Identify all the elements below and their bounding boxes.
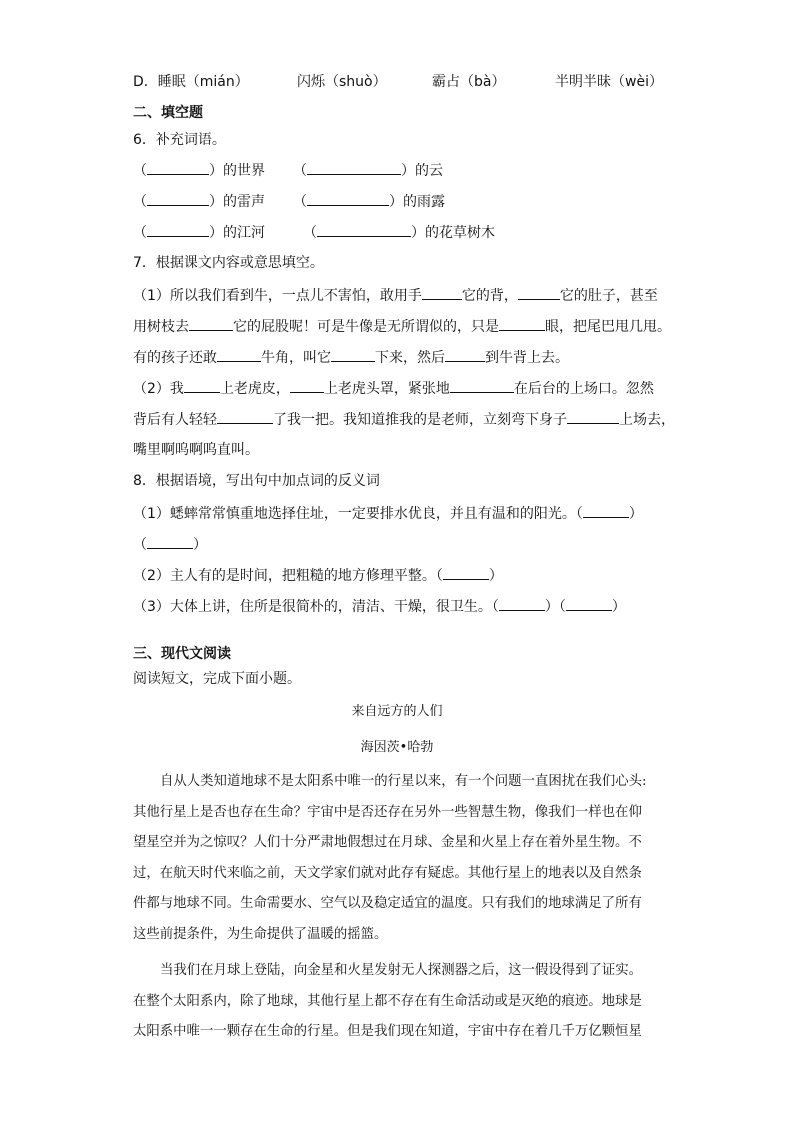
q6-row2-left [133,191,265,212]
answer-blank[interactable] [307,191,389,206]
answer-blank[interactable] [184,378,220,393]
q6-row3-left [133,222,265,243]
answer-blank[interactable] [518,285,560,300]
paragraph-line: 这些前提条件，为生命提供了温暖的摇篮。 [133,926,388,942]
q6-word: ）的世界 [209,163,265,179]
option-word-4: 半明半昧（wèi） [555,74,663,90]
text-segment: （3）大体上讲，住所是很简朴的，清洁、干燥，很卫生。（ [133,599,499,615]
text-segment: 上老虎皮， [219,381,290,397]
text-segment: 用树枝去 [133,319,189,335]
text-segment: 下来，然后 [375,350,445,366]
text-segment: ） [628,506,643,522]
text-segment: （1）蟋蟀常常慎重地选择住址，一定要排水优良，并且有温和的阳光。（ [133,506,583,522]
text-segment: 上老虎头罩，紧张地 [323,381,450,397]
paragraph-line: 过，在航天时代来临之前，天文学家们就对此存有疑虑。其他行星上的地表以及自然条 [133,865,642,881]
text-segment: 它的背， [461,288,518,304]
answer-blank[interactable] [567,409,619,424]
text-segment: 它的肚子，甚至 [559,288,658,304]
answer-blank[interactable] [331,347,375,362]
text-segment: （2）主人有的是时间，把粗糙的地方修理平整。（ [133,568,443,584]
q8-sentence-3 [133,596,626,617]
text-segment: 了我一把。我知道推我的是老师，立刻弯下身子 [273,412,567,428]
answer-blank[interactable] [147,191,209,206]
q7-stem: 7．根据课文内容或意思填空。 [133,255,324,271]
article-paragraph-2 [133,956,668,1048]
q6-word: ）的雷声 [209,194,265,210]
answer-blank[interactable] [566,596,612,611]
answer-blank[interactable] [189,316,233,331]
text-segment: 它的屁股呢！可是牛像是无所谓似的，只是 [233,319,499,335]
text-segment: 牛角，叫它 [261,350,331,366]
q7-p1-line3 [133,347,569,368]
q6-word: ）的云 [401,163,443,179]
text-segment: 背后有人轻轻 [133,412,217,428]
text-segment: ） [193,537,207,553]
paragraph-line: 望星空并为之惊叹？人们十分严肃地假想过在月球、金星和火星上存在着外星生物。不 [133,835,642,851]
paren-open: （ [303,225,317,241]
text-segment: （ [133,537,147,553]
paren-open: （ [293,194,307,210]
text-segment: ） [611,599,626,615]
paragraph-line: 自从人类知道地球不是太阳系中唯一的行星以来，有一个问题一直困扰在我们心头: [160,774,647,789]
paragraph-line: 其他行星上是否也存在生命？宇宙中是否还存在另外一些智慧生物，像我们一样也在仰 [133,804,642,820]
section-title-fill-in: 二、填空题 [133,105,203,121]
text-segment: 眼，把尾巴甩几甩。 [545,319,671,335]
paren-open: （ [133,225,147,241]
article-paragraph-1 [133,767,668,951]
paragraph-line: 太阳系中唯一一颗存在生命的行星。但是我们现在知道，宇宙中存在着几千万亿颗恒星 [133,1024,642,1040]
paragraph-line: 在整个太阳系内，除了地球，其他行星上都不存在有生命活动或是灭绝的痕迹。地球是 [133,993,642,1009]
answer-blank[interactable] [443,565,489,580]
answer-blank[interactable] [445,347,485,362]
q8-sentence-1b [133,534,207,555]
q8-sentence-1 [133,503,643,524]
paragraph-line: 当我们在月球上登陆，向金星和火星发射无人探测器之后，这一假设得到了证实。 [160,963,643,978]
q6-row2-right [293,191,445,212]
answer-blank[interactable] [290,378,324,393]
text-segment: 有的孩子还敢 [133,350,217,366]
answer-blank[interactable] [217,347,261,362]
paren-open: （ [133,163,147,179]
text-segment: ）（ [544,599,566,615]
option-d: D．睡眠（mián） [133,74,249,90]
q7-p2-line1 [133,378,654,399]
text-segment: （2）我 [133,381,184,397]
paragraph-line: 件都与地球不同。生命需要水、空气以及稳定适宜的温度。只有我们的地球满足了所有 [133,896,642,912]
answer-blank[interactable] [217,409,273,424]
text-segment: 在后台的上场口。忽然 [513,381,654,397]
q6-word: ）的江河 [209,225,265,241]
q8-sentence-2 [133,565,503,586]
q8-stem: 8．根据语境，写出句中加点词的反义词 [133,473,380,489]
answer-blank[interactable] [317,222,411,237]
answer-blank[interactable] [147,534,193,549]
paren-open: （ [293,163,307,179]
q6-row1-right [293,160,443,181]
q6-word: ）的花草树木 [411,225,495,241]
answer-blank[interactable] [147,222,209,237]
answer-blank[interactable] [499,596,545,611]
answer-blank[interactable] [307,160,401,175]
text-segment: ） [488,568,503,584]
q7-p2-line2 [133,409,675,430]
answer-blank[interactable] [147,160,209,175]
option-word-3: 霸占（bà） [432,74,506,90]
reading-instruction: 阅读短文，完成下面小题。 [133,671,301,687]
answer-blank[interactable] [499,316,545,331]
q7-p1-line1 [133,285,658,306]
answer-blank[interactable] [450,378,514,393]
paren-open: （ [133,194,147,210]
option-word-2: 闪烁（shuò） [297,74,387,90]
text-segment: （1）所以我们看到牛，一点儿不害怕，敢用手 [133,288,422,304]
answer-blank[interactable] [583,503,629,518]
text-segment: 上场去， [619,412,675,428]
article-title: 来自远方的人们 [351,704,443,719]
section-title-reading: 三、现代文阅读 [133,646,231,662]
text-segment: 到牛背上去。 [485,350,569,366]
article-author: 海因茨•哈勃 [360,740,434,755]
q7-p2-line3: 嘴里啊呜啊呜直叫。 [133,442,259,458]
answer-blank[interactable] [422,285,462,300]
q6-word: ）的雨露 [389,194,445,210]
q7-p1-line2 [133,316,671,337]
q6-row1-left [133,160,265,181]
q6-stem: 6．补充词语。 [133,132,226,148]
q6-row3-right [303,222,495,243]
